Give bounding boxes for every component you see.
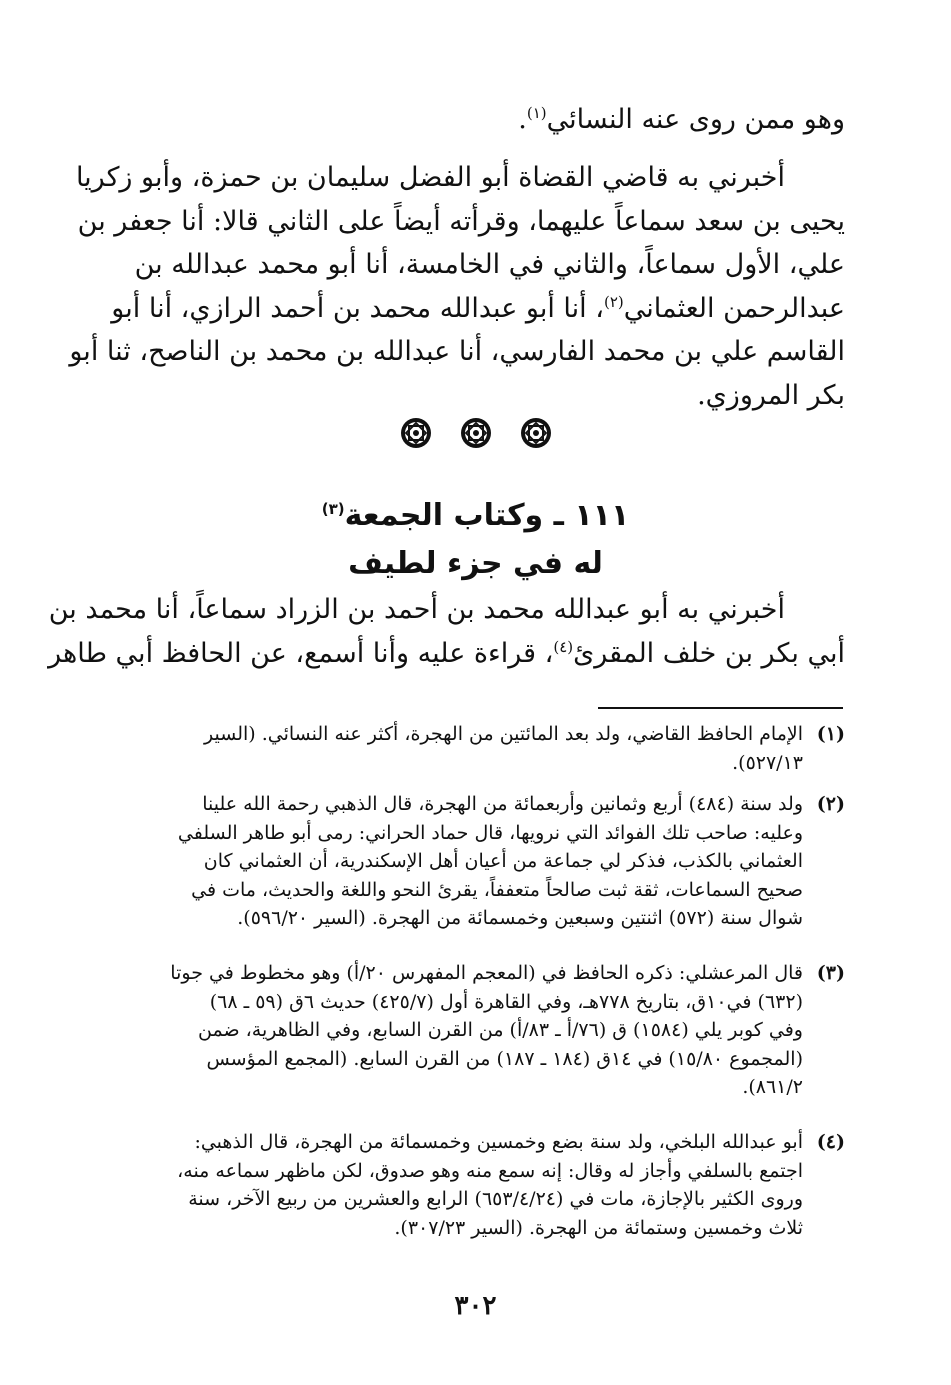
body-line: علي، الأول سماعاً، والثاني في الخامسة، أنا أبو محمد عبدالله بن [134,249,845,280]
footnote-line: العثماني بالكذب، فذكر لي جماعة من أعيان أهل الإسكندرية، أن العثماني كان [203,850,803,872]
footnote-number: (٤) [816,1131,845,1153]
footnote-line: صحيح السماعات، ثقة ثبت صالحاً متعففاً، يقرئ النحو واللغة والحديث، مات في [191,878,803,901]
footnote [108,1128,845,1242]
footnote-number: (١) [816,723,845,745]
section-divider-ornaments [0,416,951,454]
body-line: يحيى بن سعد سماعاً عليهما، وقرأته أيضاً على الثاني قالا: أنا جعفر بن [77,205,845,237]
footnote-number: (٢) [816,793,845,815]
footnote-line: وعليه: صاحب تلك الفوائد التي نرويها، قال حماد الحراني: رمى أبو طاهر السلفي [177,821,803,844]
footnote-line: ٥٢٧/١٣). [732,751,803,774]
body-line [108,98,845,142]
footnote-line: شوال سنة (٥٧٢) اثنتين وسبعين وخمسمائة من الهجرة. (السير ٥٩٦/٢٠). [237,907,803,929]
footnote-line: اجتمع بالسلفي وأجاز له وقال: إنه سمع منه وهو صدوق، لكن ماظهر سماعه منه، [177,1159,803,1182]
footnote-line: ولد سنة (٤٨٤) أربع وثمانين وأربعمائة من الهجرة، قال الذهبي رحمة الله علينا [202,793,803,815]
footnote-line: الإمام الحافظ القاضي، ولد بعد المائتين من الهجرة، أكثر عنه النسائي. (السير [204,723,803,745]
footnote-line: ٨٦١/٢). [742,1076,803,1098]
footnote [108,790,845,933]
body-text: أبي بكر بن خلف المقرئ [573,637,845,669]
section-subtitle: له في جزء لطيف [348,546,603,581]
star-knot-icon [399,416,433,450]
footnote-line: (المجموع ١٥/٨٠) في ١٤ق (١٨٤ ـ ١٨٧) من القرن السابع. (المجمع المؤسس [206,1047,803,1070]
body-line: القاسم علي بن محمد الفارسي، أنا عبدالله بن محمد بن الناصح، ثنا أبو [69,336,845,367]
footnote-line: (٦٣٢) في١٠ق، بتاريخ ٧٧٨هـ، وفي القاهرة أول (٤٢٥/٧) حديث ٦ق (٥٩ ـ ٦٨) [209,990,803,1013]
footnote-line: قال المرعشلي: ذكره الحافظ في (المعجم المفهرس ٢٠/أ) وهو مخطوط في جوتا [170,962,803,984]
footnote [108,720,845,777]
section-title-text: ١١١ ـ وكتاب الجمعة [344,498,630,533]
body-line [48,632,845,676]
footnote-marker[interactable]: (١) [526,104,547,122]
body-text: عبدالرحمن العثماني [623,292,845,324]
body-line: أخبرني به أبو عبدالله محمد بن أحمد بن الزراد سماعاً، أنا محمد بن [48,594,785,625]
body-line: أخبرني به قاضي القضاة أبو الفضل سليمان بن حمزة، وأبو زكريا [75,162,785,193]
footnote-separator [598,707,843,709]
body-text: . [518,104,527,135]
page-number: ٣٠٢ [454,1291,497,1321]
body-line: بكر المروزي. [697,379,845,411]
footnote-line: وفي كوبر يلي (١٥٨٤) ق (٧٦/أ ـ ٨٣/أ) من القرن السابع، وفي الظاهرية، ضمن [198,1019,803,1041]
footnote-marker[interactable]: (٢) [603,292,624,311]
footnote-line: أبو عبدالله البلخي، ولد سنة بضع وخمسين وخمسمائة من الهجرة، قال الذهبي: [194,1131,803,1153]
body-text: ، أنا أبو عبدالله محمد بن أحمد الرازي، أنا أبو [111,292,604,324]
footnote [108,959,845,1102]
body-text: ، قراءة عليه وأنا أسمع، عن الحافظ أبي طاهر [48,637,554,669]
body-text: وهو ممن روى عنه النسائي [546,104,845,135]
footnote-line: وروى الكثير بالإجازة، مات في (٦٥٣/٤/٢٤) الرابع والعشرين من ربيع الآخر، سنة [188,1188,803,1210]
star-knot-icon [519,416,553,450]
star-knot-icon [459,416,493,450]
footnote-number: (٣) [816,962,845,984]
footnote-marker[interactable]: (٣) [321,500,345,518]
section-title [0,494,951,538]
footnote-line: ثلاث وخمسين وستمائة من الهجرة. (السير ٣٠٧/٢٣). [394,1216,803,1239]
body-line [108,287,845,331]
footnote-marker[interactable]: (٤) [553,637,574,656]
